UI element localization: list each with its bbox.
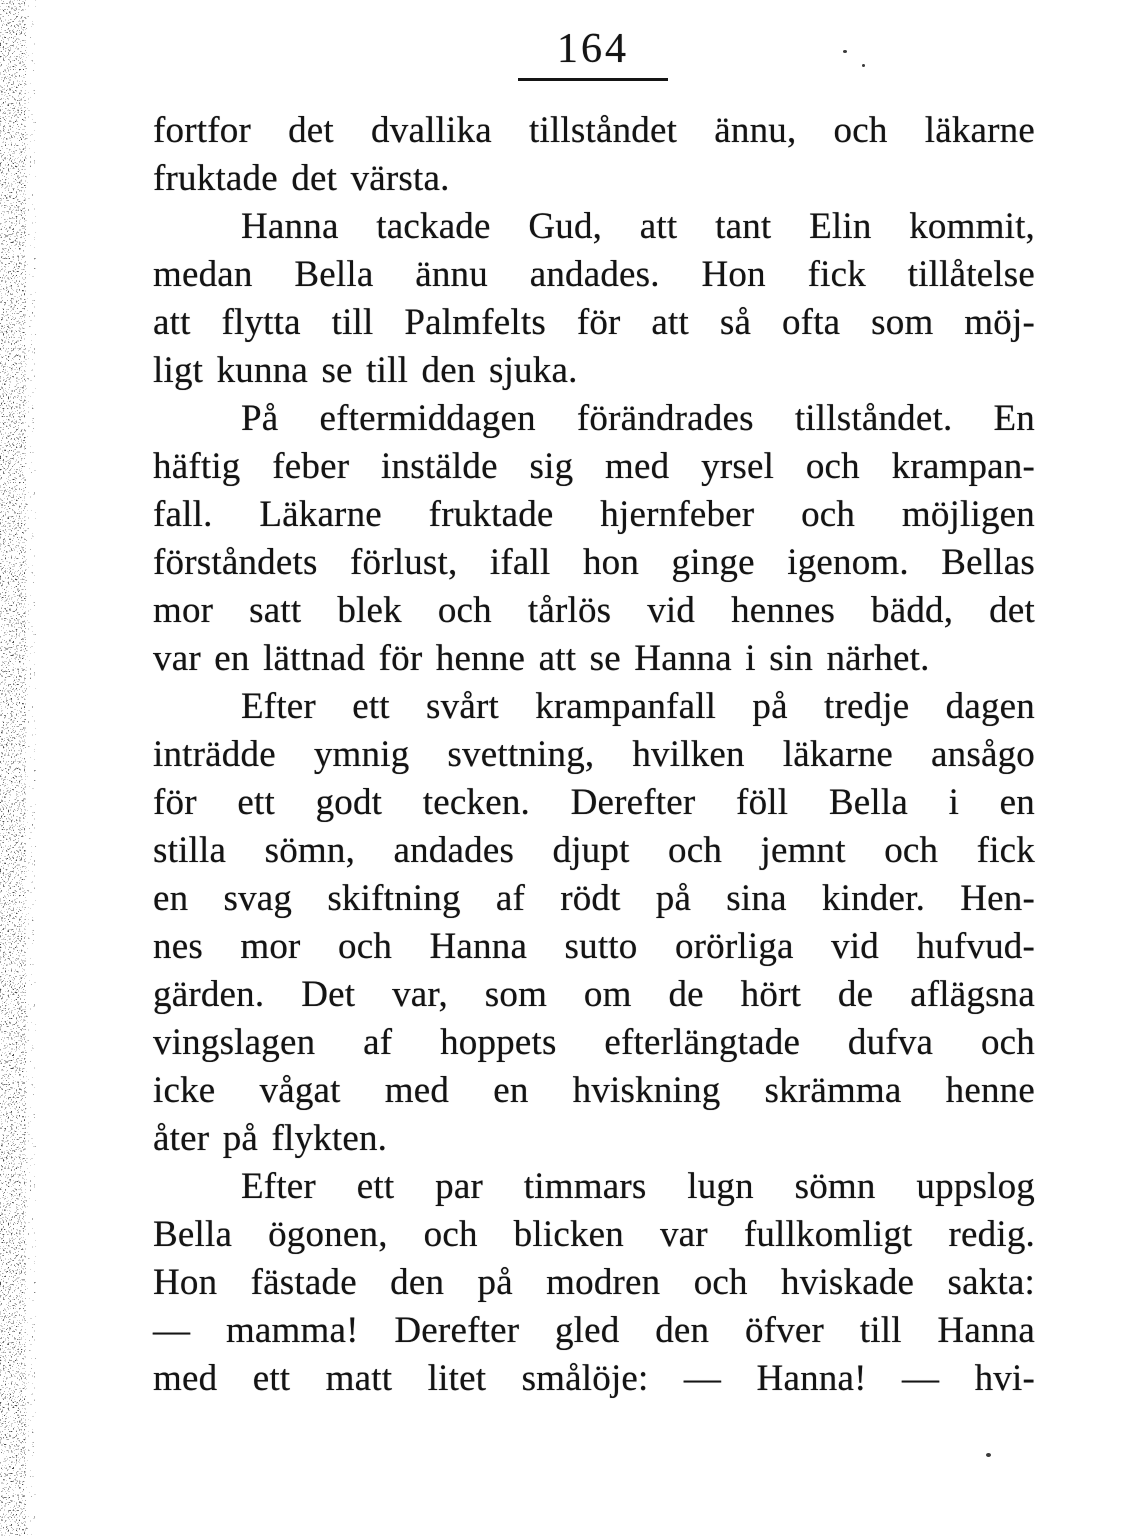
text-line: På eftermiddagen förändrades tillståndet. En [241, 398, 1035, 439]
dust-speck [986, 1453, 991, 1457]
text-line: häftig feber instälde sig med yrsel och krampan- [153, 446, 1035, 487]
text-line: ligt kunna se till den sjuka. [153, 350, 578, 391]
text-line: gärden. Det var, som om de hört de aflägsna [153, 974, 1035, 1015]
text-line: förståndets förlust, ifall hon ginge igenom. Bellas [153, 542, 1035, 583]
page-number-underline [518, 78, 668, 81]
text-block [153, 107, 1035, 1403]
text-line: icke vågat med en hviskning skrämma henne [153, 1070, 1035, 1111]
dust-speck [862, 64, 865, 67]
dust-speck [843, 50, 847, 53]
text-line: en svag skiftning af rödt på sina kinder. Hen- [153, 878, 1035, 919]
text-line: Hanna tackade Gud, att tant Elin kommit, [241, 206, 1035, 247]
text-line: Bella ögonen, och blicken var fullkomligt redig. [153, 1214, 1035, 1255]
text-line: var en lättnad för henne att se Hanna i sin närhet. [153, 638, 930, 679]
text-line: Efter ett svårt krampanfall på tredje dagen [241, 686, 1035, 727]
text-line: nes mor och Hanna sutto orörliga vid hufvud- [153, 926, 1035, 967]
text-line: fruktade det värsta. [153, 158, 450, 199]
text-line: medan Bella ännu andades. Hon fick tillåtelse [153, 254, 1035, 295]
scan-edge-noise [0, 0, 38, 1536]
text-line: inträdde ymnig svettning, hvilken läkarne ansågo [153, 734, 1035, 775]
text-line: mor satt blek och tårlös vid hennes bädd, det [153, 590, 1035, 631]
text-line: stilla sömn, andades djupt och jemnt och fick [153, 830, 1035, 871]
text-line: fall. Läkarne fruktade hjernfeber och möjligen [153, 494, 1035, 535]
text-line: fortfor det dvallika tillståndet ännu, och läkarne [153, 110, 1035, 151]
text-line: vingslagen af hoppets efterlängtade dufva och [153, 1022, 1035, 1063]
text-line: för ett godt tecken. Derefter föll Bella i en [153, 782, 1035, 823]
text-line: Hon fästade den på modren och hviskade sakta: [153, 1262, 1035, 1303]
text-line: — mamma! Derefter gled den öfver till Hanna [153, 1310, 1035, 1351]
page-number: 164 [557, 26, 629, 72]
text-line: med ett matt litet smålöje: — Hanna! — hvi- [153, 1358, 1035, 1399]
text-line: åter på flykten. [153, 1118, 388, 1159]
text-line: Efter ett par timmars lugn sömn uppslog [241, 1166, 1035, 1207]
page-header [153, 28, 1033, 81]
text-line: att flytta till Palmfelts för att så ofta som möj- [153, 302, 1035, 343]
